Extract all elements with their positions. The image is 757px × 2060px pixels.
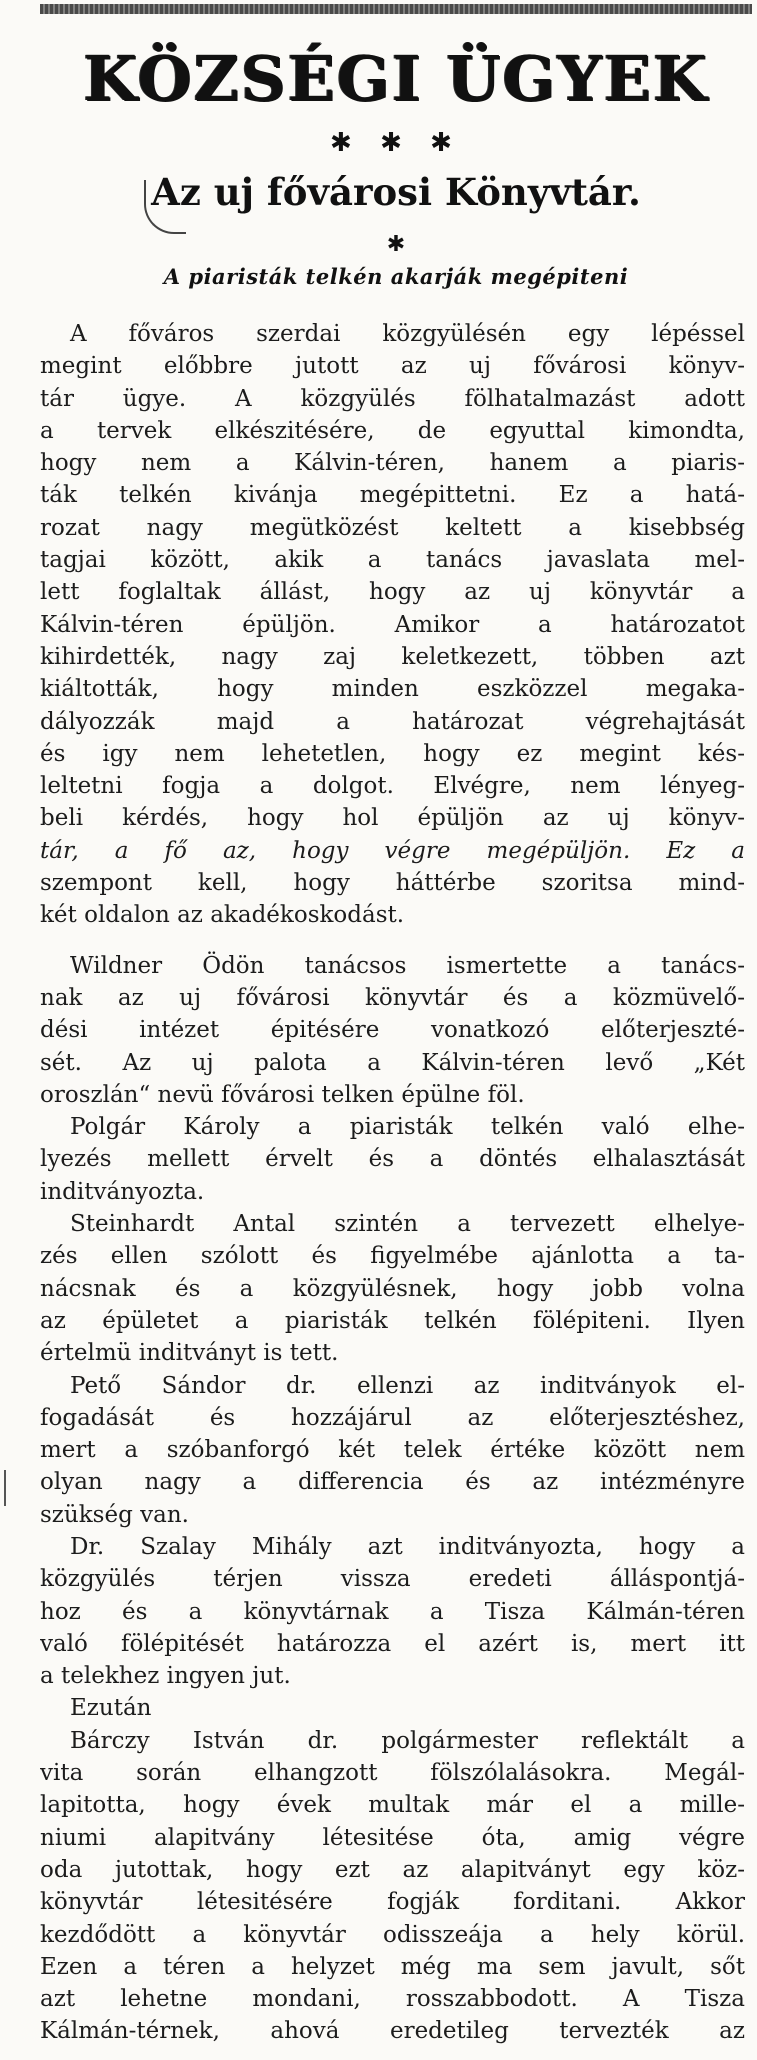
text-line: Ezen a téren a helyzet még ma sem javult, sőt bbox=[40, 1953, 745, 1980]
text-line: dési intézet épitésére vonatkozó előterjeszté- bbox=[40, 1017, 745, 1044]
ornament-stars: ✱ ✱ ✱ bbox=[330, 128, 462, 158]
text-line: A főváros szerdai közgyülésén egy lépéssel bbox=[70, 321, 745, 347]
text-line: zés ellen szólott és figyelmébe ajánlotta a ta- bbox=[40, 1243, 745, 1270]
text-line: megint előbbre jutott az uj fővárosi könyv- bbox=[40, 353, 745, 380]
article-subheadline: A piaristák telkén akarják megépiteni bbox=[163, 264, 629, 289]
text-line: hoz és a könyvtárnak a Tisza Kálmán-téren bbox=[40, 1598, 745, 1625]
text-line: rozat nagy megütközést keltett a kisebbség bbox=[40, 514, 745, 541]
text-line: és igy nem lehetetlen, hogy ez megint kés- bbox=[40, 740, 745, 767]
text-line: olyan nagy a differencia és az intézményre bbox=[40, 1469, 745, 1496]
text-line: való fölépitését határozza el azért is, mert itt bbox=[40, 1630, 745, 1657]
text-line: a telekhez ingyen jut. bbox=[40, 1663, 291, 1690]
text-line-italic-phrase: tár, a fő az, hogy végre megépüljön. Ez a bbox=[40, 837, 745, 864]
text-line: tár ügye. A közgyülés fölhatalmazást adott bbox=[40, 385, 745, 412]
ornament-star: ✱ bbox=[386, 232, 406, 257]
text-line: lapitotta, hogy évek multak már el a mille- bbox=[40, 1792, 745, 1819]
text-line: oroszlán“ nevü fővárosi telken épülne föl. bbox=[40, 1081, 525, 1108]
text-line: a tervek elkészitésére, de egyuttal kimondta, bbox=[40, 417, 745, 444]
text-line: tagjai között, akik a tanács javaslata mel- bbox=[40, 547, 745, 574]
text-line: nácsnak és a közgyülésnek, hogy jobb volna bbox=[40, 1275, 745, 1302]
text-line: Pető Sándor dr. ellenzi az inditványok el- bbox=[70, 1372, 745, 1399]
article-body bbox=[40, 318, 745, 2048]
text-line: Kálmán-térnek, ahová eredetileg tervezték az bbox=[40, 2018, 745, 2045]
text-line: leltetni fogja a dolgot. Elvégre, nem lényeg- bbox=[40, 773, 745, 800]
text-line: szempont kell, hogy háttérbe szoritsa mind- bbox=[40, 870, 745, 897]
text-line: szükség van. bbox=[40, 1501, 189, 1528]
text-line: kiáltották, hogy minden eszközzel megaka- bbox=[40, 676, 745, 703]
text-line: niumi alapitvány létesitése óta, amig végre bbox=[40, 1824, 745, 1851]
text-line: lett foglaltak állást, hogy az uj könyvtár a bbox=[40, 579, 745, 606]
text-line: kihirdették, nagy zaj keletkezett, többen azt bbox=[40, 643, 745, 670]
margin-mark bbox=[4, 1470, 6, 1506]
text-line: Steinhardt Antal szintén a tervezett elhelye- bbox=[70, 1211, 745, 1238]
text-line: Polgár Károly a piaristák telkén való elhe- bbox=[70, 1114, 745, 1141]
text-line: lyezés mellett érvelt és a döntés elhalasztását bbox=[40, 1146, 745, 1173]
text-line: nak az uj fővárosi könyvtár és a közmüvelő- bbox=[40, 984, 745, 1011]
text-line: két oldalon az akadékoskodást. bbox=[40, 902, 405, 929]
text-line: Dr. Szalay Mihály azt inditványozta, hogy a bbox=[70, 1533, 745, 1560]
text-line: kezdődött a könyvtár odisszeája a hely körül. bbox=[40, 1921, 745, 1948]
text-line: Wildner Ödön tanácsos ismertette a tanács- bbox=[70, 952, 745, 979]
text-line: beli kérdés, hogy hol épüljön az uj könyv- bbox=[40, 805, 745, 832]
top-border-rule bbox=[40, 4, 752, 14]
text-line: fogadását és hozzájárul az előterjesztéshez, bbox=[40, 1404, 745, 1431]
text-line: sét. Az uj palota a Kálvin-téren levő „Két bbox=[40, 1049, 745, 1076]
text-line: Bárczy István dr. polgármester reflektált a bbox=[70, 1727, 745, 1754]
text-line: mert a szóbanforgó két telek értéke között nem bbox=[40, 1437, 745, 1464]
text-line: inditványozta. bbox=[40, 1178, 205, 1205]
text-line: oda jutottak, hogy ezt az alapitványt egy köz- bbox=[40, 1856, 745, 1883]
text-line: az épületet a piaristák telkén fölépiteni. Ilyen bbox=[40, 1307, 745, 1334]
text-line: hogy nem a Kálvin-téren, hanem a piaris- bbox=[40, 450, 745, 477]
text-line: értelmü inditványt is tett. bbox=[40, 1340, 339, 1367]
text-line: vita során elhangzott fölszólalásokra. Megál- bbox=[40, 1760, 745, 1787]
text-line: Ezután bbox=[70, 1695, 152, 1722]
article-headline: Az uj fővárosi Könyvtár. bbox=[151, 170, 641, 214]
text-line: Kálvin-téren épüljön. Amikor a határozatot bbox=[40, 611, 745, 638]
text-line: ták telkén kivánja megépittetni. Ez a hatá- bbox=[40, 482, 745, 509]
paragraph-gap bbox=[40, 932, 745, 950]
text-line: közgyülés térjen vissza eredeti álláspontjá- bbox=[40, 1566, 745, 1593]
text-line: könyvtár létesitésére fogják forditani. Akkor bbox=[40, 1889, 745, 1916]
text-line: azt lehetne mondani, rosszabbodott. A Tisza bbox=[40, 1986, 745, 2013]
section-title: KÖZSÉGI ÜGYEK bbox=[83, 42, 709, 115]
text-line: dályozzák majd a határozat végrehajtását bbox=[40, 708, 745, 735]
